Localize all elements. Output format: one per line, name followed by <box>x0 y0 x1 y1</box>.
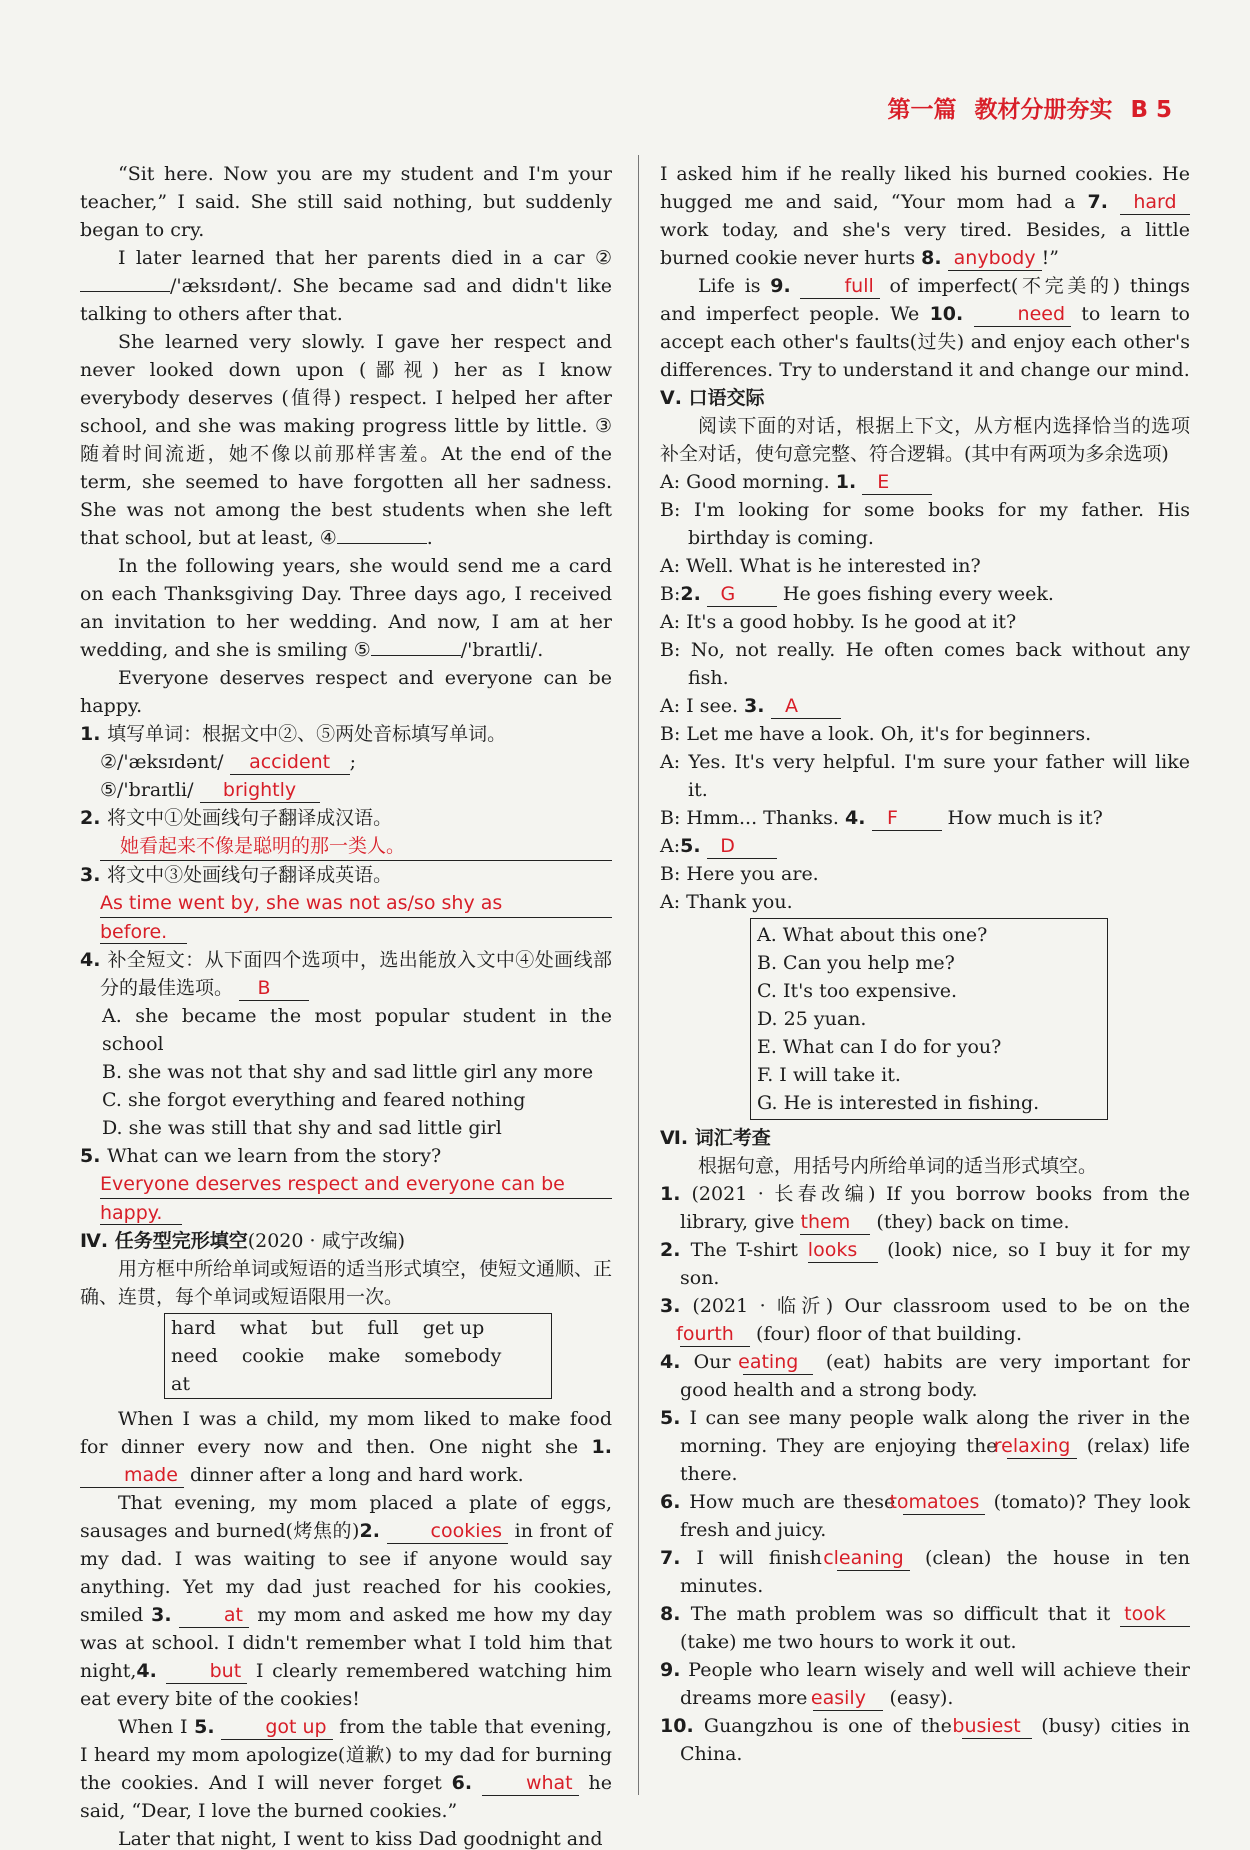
option-c: C. she forgot everything and feared nothing <box>102 1089 526 1111</box>
question-3: 3. 将文中③处画线句子翻译成英语。 <box>80 864 393 886</box>
cloze-paragraph: I asked him if he really liked his burned cookies. He hugged me and said, “Your mom had a 7. hard work today, and she's very tired. Besides, a little burned cookie never hurts 8. anybody !” <box>660 163 1190 269</box>
header-part: 第一篇 <box>887 97 957 123</box>
vocab-item: 1. (2021 · 长春改编) If you borrow books from the library, give them (they) back on time. <box>660 1183 1190 1233</box>
option-a: A. she became the most popular student in the school <box>102 1005 612 1055</box>
right-column <box>660 160 1190 1768</box>
question-4: 4. 补全短文：从下面四个选项中，选出能放入文中④处画线部分的最佳选项。 B <box>80 949 612 999</box>
cloze-paragraph: Later that night, I went to kiss Dad goodnight and <box>118 1828 603 1850</box>
dialogue-line: A: Well. What is he interested in? <box>660 555 981 577</box>
header-title: 教材分册夯实 <box>974 97 1113 123</box>
vocab-item: 4. Our eating (eat) habits are very important for good health and a strong body. <box>660 1351 1190 1401</box>
vocab-item: 8. The math problem was so difficult that it took (take) me two hours to work it out. <box>660 1600 1190 1656</box>
dialogue-line: B: Here you are. <box>660 863 819 885</box>
answer-5-line1: Everyone deserves respect and everyone can be <box>100 1170 612 1199</box>
vocab-item: 5. I can see many people walk along the river in the morning. They are enjoying the relaxing (relax) life there. <box>660 1407 1191 1485</box>
section-4-heading: Ⅳ. 任务型完形填空(2020 · 咸宁改编) <box>80 1230 406 1252</box>
passage-paragraph: In the following years, she would send me a card on each Thanksgiving Day. Three days ago, I received an invitation to her wedding. And now, I am at her wedding, and she is smiling ⑤ /'braɪtli/. <box>80 555 612 661</box>
dialogue-line: A: It's a good hobby. Is he good at it? <box>660 611 1017 633</box>
question-2: 2. 将文中①处画线句子翻译成汉语。 <box>80 807 393 829</box>
option-item: B. Can you help me? <box>757 952 955 974</box>
blank-4 <box>337 524 427 544</box>
left-column <box>80 160 612 1850</box>
option-item: F. I will take it. <box>757 1064 901 1086</box>
blank-2 <box>80 272 170 292</box>
passage-paragraph: She learned very slowly. I gave her respect and never looked down upon (鄙视) her as I know everybody deserves (值得) respect. I helped her after school, and she was making progress little by little. ③随着时间流逝，她不像以前那样害羞。At the end of the term, she seemed to have forgotten all her sadness. She was not among the best students when she left that school, but at least, ④ . <box>80 331 612 549</box>
section-6-heading: Ⅵ. 词汇考查 <box>660 1127 771 1149</box>
column-divider <box>638 155 639 1795</box>
dialogue-line: A:5. D <box>660 832 1190 860</box>
options-box <box>750 918 1108 1120</box>
question-5: 5. What can we learn from the story? <box>80 1145 442 1167</box>
word-row-1: hard what but full get up <box>171 1317 485 1339</box>
section-5-instructions: 阅读下面的对话，根据上下文，从方框内选择恰当的选项补全对话，使句意完整、符合逻辑。(其中有两项为多余选项) <box>660 415 1190 465</box>
option-d: D. she was still that shy and sad little girl <box>102 1117 502 1139</box>
blank-5 <box>371 636 461 656</box>
word-row-2: need cookie make somebodyat <box>171 1345 502 1395</box>
dialogue-line: B:2. G He goes fishing every week. <box>660 583 1054 605</box>
answer-1a: ②/'æksɪdənt/ accident ; <box>100 751 356 773</box>
page-number: B 5 <box>1130 97 1172 123</box>
dialogue-line: A: Good morning. 1. E <box>660 468 1190 496</box>
word-box <box>164 1313 552 1399</box>
dialogue-line: B: No, not really. He often comes back without any fish. <box>660 639 1190 689</box>
page-header <box>887 96 1172 124</box>
vocab-item: 9. People who learn wisely and well will achieve their dreams more easily (easy). <box>660 1659 1190 1709</box>
answer-5-line2: happy. <box>80 1199 612 1227</box>
answer-3-line2: before. <box>80 918 612 946</box>
answer-1b: ⑤/'braɪtli/ brightly <box>80 776 612 804</box>
option-b: B. she was not that shy and sad little girl any more <box>102 1061 594 1083</box>
answer-2: 她看起来不像是聪明的那一类人。 <box>100 832 612 861</box>
option-item: E. What can I do for you? <box>757 1036 1002 1058</box>
cloze-paragraph: When I was a child, my mom liked to make food for dinner every now and then. One night she 1. made dinner after a long and hard work. <box>80 1408 612 1486</box>
vocab-item: 3. (2021 · 临沂) Our classroom used to be on the fourth (four) floor of that building. <box>660 1295 1190 1345</box>
answer-3-line1: As time went by, she was not as/so shy as <box>100 889 612 918</box>
question-1: 1. 填写单词：根据文中②、⑤两处音标填写单词。 <box>80 723 507 745</box>
cloze-paragraph: When I 5. got up from the table that evening, I heard my mom apologize(道歉) to my dad for burning the cookies. And I will never forget 6. what he said, “Dear, I love the burned cookies.” <box>80 1716 613 1822</box>
passage-paragraph: I later learned that her parents died in a car ②/'æksɪdənt/. She became sad and didn't like talking to others after that. <box>80 247 612 325</box>
dialogue-line: A: Yes. It's very helpful. I'm sure your father will like it. <box>660 751 1190 801</box>
section-4-instructions: 用方框中所给单词或短语的适当形式填空，使短文通顺、正确、连贯，每个单词或短语限用一次。 <box>80 1258 613 1308</box>
cloze-paragraph: That evening, my mom placed a plate of eggs, sausages and burned(烤焦的)2. cookies in front of my dad. I was waiting to see if anyone would say anything. Yet my dad just reached for his cookies, smiled 3. at my mom and asked me how my day was at school. I didn't remember what I told him that night,4. but I clearly remembered watching him eat every bite of the cookies! <box>80 1492 612 1710</box>
cloze-paragraph: Life is 9. full of imperfect(不完美的) things and imperfect people. We 10. need to learn to accept each other's faults(过失) and enjoy each other's differences. Try to understand it and change our mind. <box>660 275 1190 381</box>
vocab-item: 2. The T-shirt looks (look) nice, so I buy it for my son. <box>660 1239 1190 1289</box>
vocab-item: 7. I will finish cleaning (clean) the house in ten minutes. <box>660 1547 1190 1597</box>
option-item: C. It's too expensive. <box>757 980 958 1002</box>
option-item: D. 25 yuan. <box>757 1008 867 1030</box>
vocab-item: 6. How much are these tomatoes (tomato)? They look fresh and juicy. <box>660 1491 1190 1541</box>
option-item: A. What about this one? <box>757 924 988 946</box>
dialogue-line: B: I'm looking for some books for my father. His birthday is coming. <box>660 499 1190 549</box>
option-item: G. He is interested in fishing. <box>757 1092 1040 1114</box>
dialogue-line: A: I see. 3. A <box>660 692 1190 720</box>
dialogue-line: B: Hmm... Thanks. 4. F How much is it? <box>660 807 1103 829</box>
vocab-item: 10. Guangzhou is one of the busiest (busy) cities in China. <box>660 1715 1190 1765</box>
section-5-heading: Ⅴ. 口语交际 <box>660 387 765 409</box>
dialogue-line: A: Thank you. <box>660 891 793 913</box>
passage-paragraph: Everyone deserves respect and everyone can be happy. <box>80 667 612 717</box>
dialogue-line: B: Let me have a look. Oh, it's for beginners. <box>660 723 1092 745</box>
passage-paragraph: “Sit here. Now you are my student and I'm your teacher,” I said. She still said nothing, but suddenly began to cry. <box>80 163 612 241</box>
section-6-instructions: 根据句意，用括号内所给单词的适当形式填空。 <box>698 1155 1098 1177</box>
